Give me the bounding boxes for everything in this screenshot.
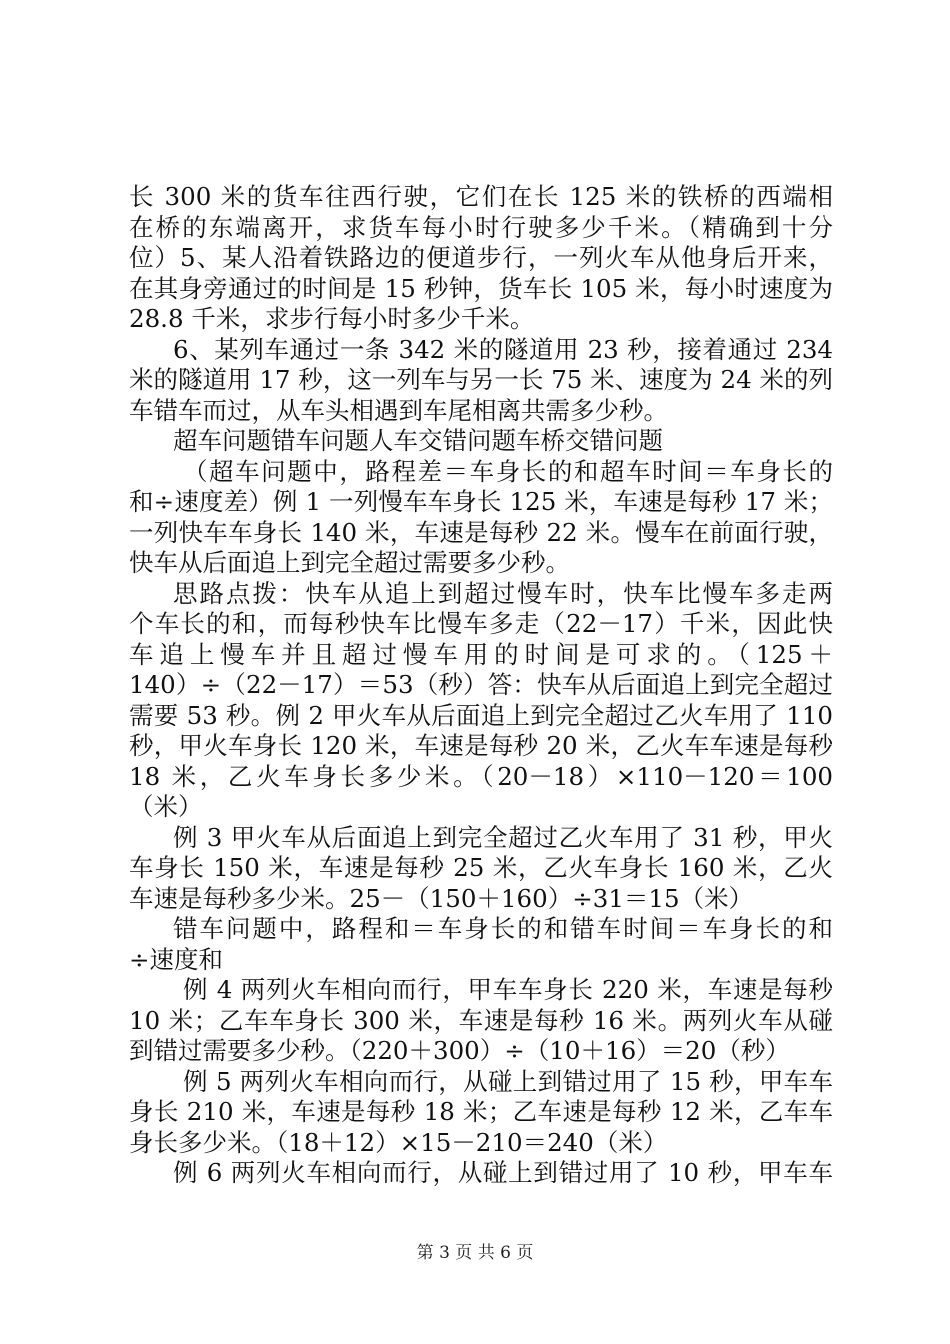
text-line: 位）5、某人沿着铁路边的便道步行，一列火车从他身后开来， <box>129 243 833 272</box>
text-line: 错车问题中，路程和＝车身长的和错车时间＝车身长的和 <box>173 914 833 943</box>
text-line: 车错车而过，从车头相遇到车尾相离共需多少秒。 <box>129 395 668 425</box>
text-line: 个车长的和，而每秒快车比慢车多走（22－17）千米，因此快 <box>129 609 833 638</box>
text-line: 身长 210 米，车速是每秒 18 米；乙车速是每秒 12 米，乙车车 <box>129 1097 833 1126</box>
text-line: 思路点拨：快车从追上到超过慢车时，快车比慢车多走两 <box>173 578 833 608</box>
text-line: 例 3 甲火车从后面追上到完全超过乙火车用了 31 秒，甲火 <box>173 822 833 852</box>
text-line: 到错过需要多少秒。（220＋300）÷（10＋16）＝20（秒） <box>129 1036 790 1065</box>
text-line: （超车问题中，路程差＝车身长的和超车时间＝车身长的 <box>183 456 833 486</box>
text-line: 例 5 两列火车相向而行，从碰上到错过用了 15 秒，甲车车 <box>183 1066 833 1096</box>
text-line: ÷速度和 <box>129 944 224 974</box>
text-line: 车速是每秒多少米。25－（150＋160）÷31＝15（米） <box>129 883 754 913</box>
text-line: 例 6 两列火车相向而行，从碰上到错过用了 10 秒，甲车车 <box>173 1158 833 1187</box>
text-line: 和÷速度差）例 1 一列慢车车身长 125 米，车速是每秒 17 米； <box>129 487 833 516</box>
text-line: 需要 53 秒。例 2 甲火车从后面追上到完全超过乙火车用了 110 <box>129 700 833 730</box>
text-line: 快车从后面追上到完全超过需要多少秒。 <box>129 548 570 577</box>
text-line: 6、某列车通过一条 342 米的隧道用 23 秒，接着通过 234 <box>173 334 833 364</box>
text-line: 身长多少米。（18＋12）×15－210＝240（米） <box>129 1127 668 1157</box>
text-line: （米） <box>129 792 203 821</box>
document-body <box>129 182 833 1189</box>
text-line: 车追上慢车并且超过慢车用的时间是可求的。（125＋ <box>129 639 833 669</box>
text-line: 在桥的东端离开，求货车每小时行驶多少千米。（精确到十分 <box>129 212 833 242</box>
text-line: 米的隧道用 17 秒，这一列车与另一长 75 米、速度为 24 米的列 <box>129 365 833 394</box>
text-line: 18 米，乙火车身长多少米。（20－18）×110－120＝100 <box>129 761 833 791</box>
text-line: 秒，甲火车身长 120 米，车速是每秒 20 米，乙火车车速是每秒 <box>129 731 833 760</box>
text-line: 长 300 米的货车往西行驶，它们在长 125 米的铁桥的西端相 <box>129 182 833 211</box>
text-line: 车身长 150 米，车速是每秒 25 米，乙火车身长 160 米，乙火 <box>129 853 833 882</box>
text-line: 一列快车车身长 140 米，车速是每秒 22 米。慢车在前面行驶， <box>129 517 833 547</box>
text-line: 28.8 千米，求步行每小时多少千米。 <box>129 304 535 333</box>
text-line: 超车问题错车问题人车交错问题车桥交错问题 <box>173 426 663 455</box>
text-line: 例 4 两列火车相向而行，甲车车身长 220 米，车速是每秒 <box>183 975 833 1004</box>
text-line: 在其身旁通过的时间是 15 秒钟，货车长 105 米，每小时速度为 <box>129 273 833 303</box>
text-line: 10 米；乙车车身长 300 米，车速是每秒 16 米。两列火车从碰 <box>129 1005 833 1035</box>
page-number-footer: 第 3 页 共 6 页 <box>416 1243 534 1263</box>
text-line: 140）÷（22－17）＝53（秒）答：快车从后面追上到完全超过 <box>129 670 833 699</box>
